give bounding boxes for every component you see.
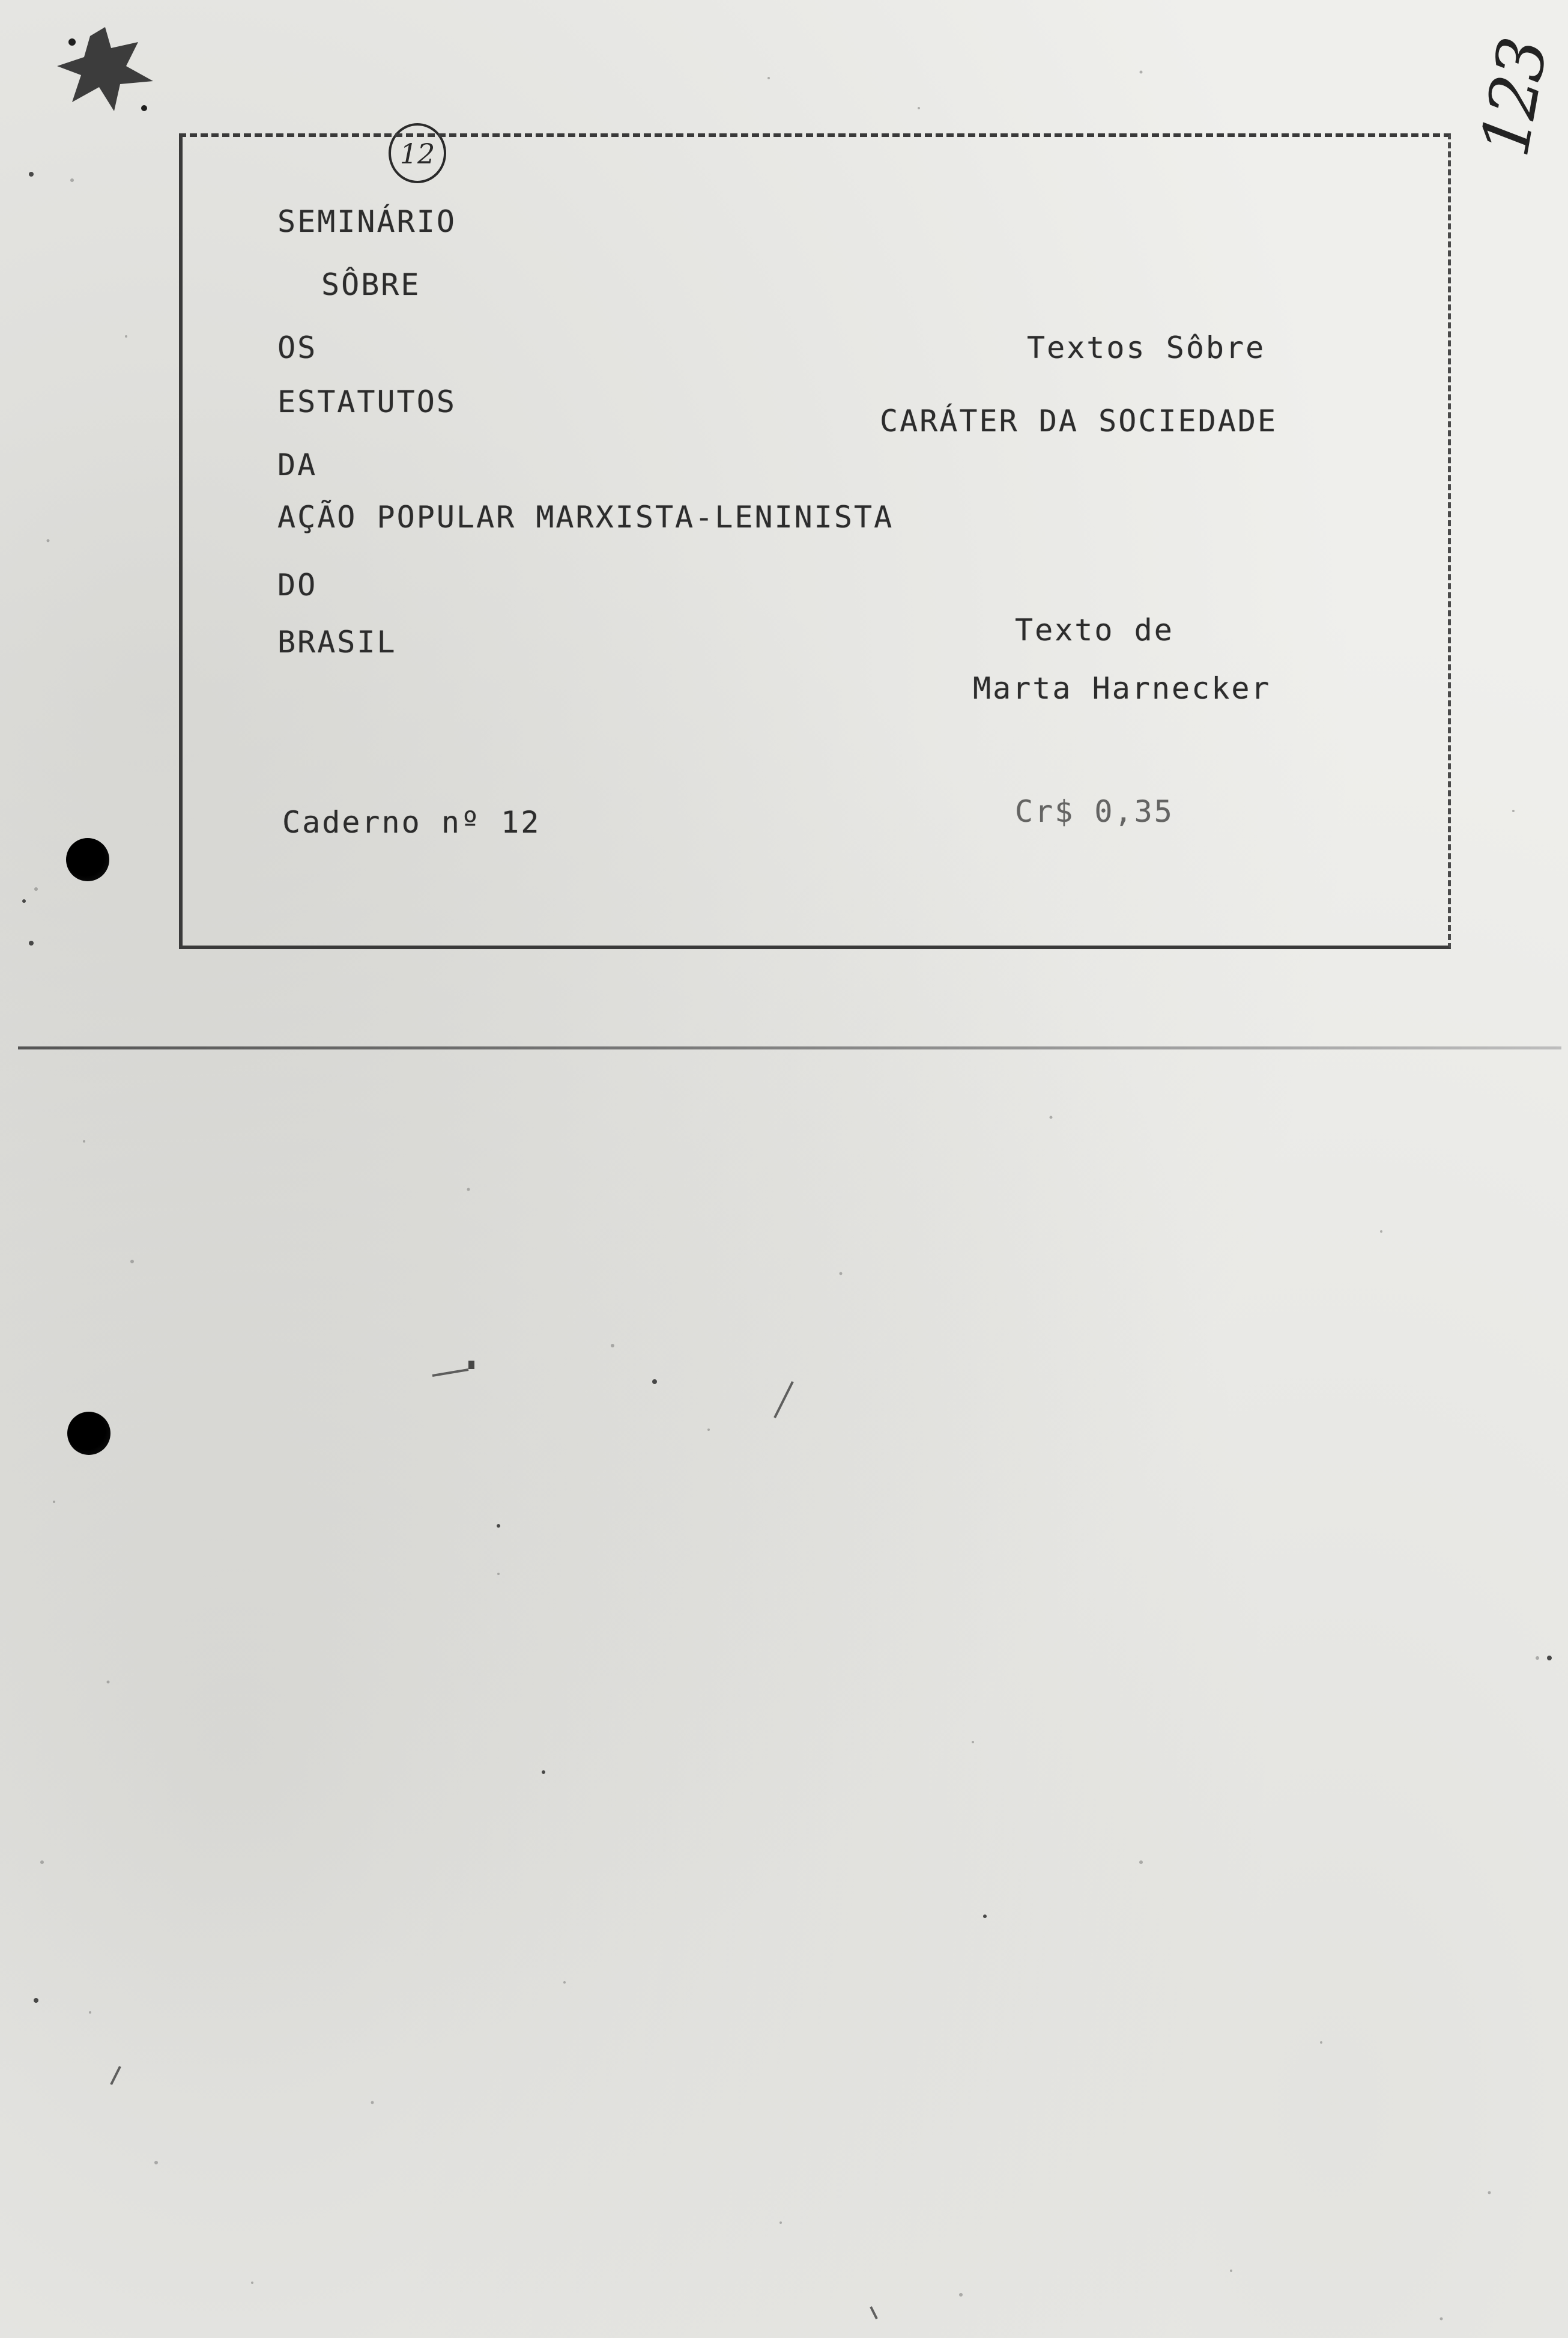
author-line-2: Marta Harnecker: [973, 671, 1271, 706]
page-number: 123: [1466, 35, 1562, 162]
title-line-1: SEMINÁRIO: [277, 204, 456, 239]
title-line-7: DO: [277, 568, 318, 603]
page-divider-line: [18, 1046, 1561, 1049]
title-line-8: BRASIL: [277, 625, 397, 660]
title-line-2: SÔBRE: [321, 267, 421, 302]
title-line-6: AÇÃO POPULAR MARXISTA-LENINISTA: [277, 500, 894, 535]
title-line-4: ESTATUTOS: [277, 384, 456, 419]
punch-hole-bottom: [67, 1412, 110, 1455]
ink-stain: [54, 24, 156, 114]
subtitle-line-2: CARÁTER DA SOCIEDADE: [880, 404, 1278, 439]
subtitle-line-1: Textos Sôbre: [1027, 330, 1266, 365]
title-line-3: OS: [277, 330, 318, 365]
author-line-1: Texto de: [1015, 613, 1174, 648]
caderno-number: Caderno nº 12: [282, 805, 541, 840]
circled-mark-text: 12: [399, 138, 435, 170]
title-line-5: DA: [277, 448, 318, 482]
punch-hole-top: [66, 838, 109, 881]
price: Cr$ 0,35: [1015, 794, 1174, 829]
